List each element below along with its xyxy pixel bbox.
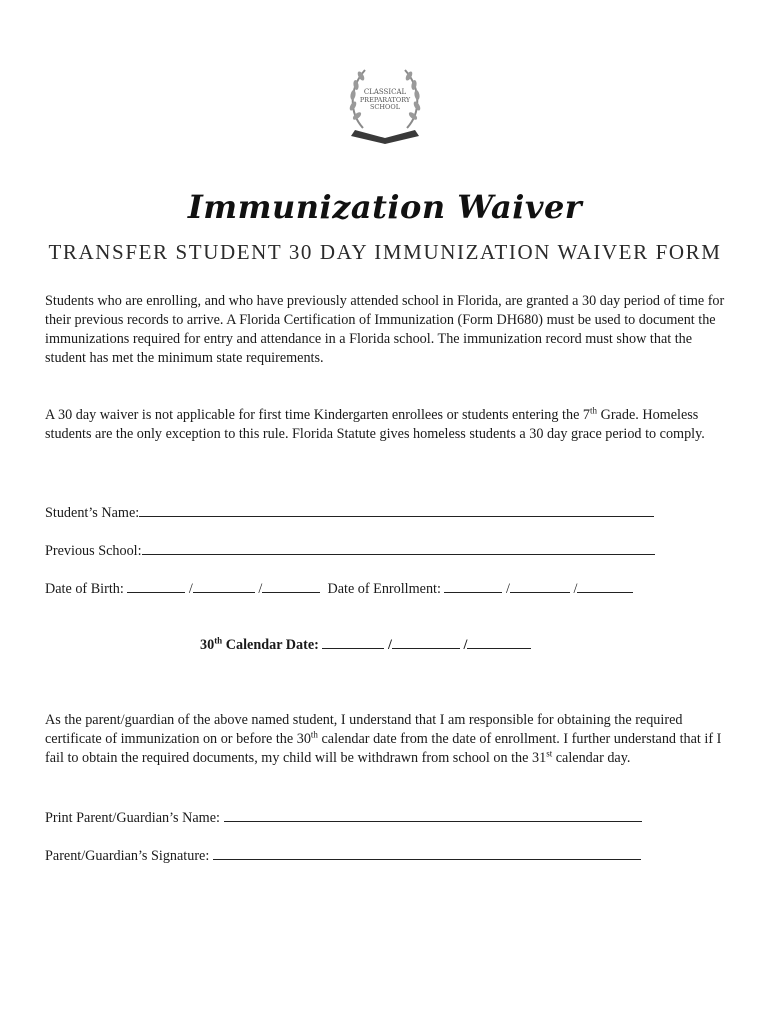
parent-acknowledgement-paragraph: As the parent/guardian of the above named student, I understand that I am responsible for obtaining the required certificate of immunization on or before the 30th calendar date from the date of enrollment. I further understand that if I fail to obtain the required documents, my child will be withdrawn from school on the 31st calendar day.: [45, 712, 722, 766]
form-subtitle: TRANSFER STUDENT 30 DAY IMMUNIZATION WAIVER FORM: [48, 240, 722, 264]
previous-school-label: Previous School:: [45, 543, 142, 559]
student-name-label: Student’s Name:: [45, 505, 140, 521]
calendar-date-row: 30th Calendar Date: / /: [200, 634, 531, 654]
print-name-row: [45, 807, 642, 828]
print-name-label: Print Parent/Guardian’s Name:: [45, 810, 220, 826]
dob-day-field[interactable]: [193, 578, 255, 593]
enrollment-date-label: Date of Enrollment:: [327, 581, 441, 597]
intro-paragraph: Students who are enrolling, and who have previously attended school in Florida, are granted a 30 day period of time for their previous records to arrive. A Florida Certification of Immunization (Form DH680) must be used to document the immunizations required for entry and attendance in a Florida school. The immunization record must show that the student has met the minimum state requirements.: [45, 293, 725, 366]
student-name-row: [45, 502, 654, 523]
enrollment-month-field[interactable]: [444, 578, 502, 593]
svg-text:PREPARATORY: PREPARATORY: [359, 96, 411, 104]
calendar-date-label: Calendar Date:: [222, 637, 319, 653]
dob-label: Date of Birth:: [45, 581, 124, 597]
waiver-exception-paragraph: A 30 day waiver is not applicable for first time Kindergarten enrollees or students entering the 7th Grade. Homeless students are the only exception to this rule. Florida Statute gives homeless students a 30 day grace period to comply.: [45, 405, 705, 442]
print-name-field[interactable]: [224, 807, 642, 822]
previous-school-field[interactable]: [142, 540, 655, 555]
calendar-day-field[interactable]: [392, 634, 460, 649]
signature-label: Parent/Guardian’s Signature:: [45, 848, 210, 864]
calendar-year-field[interactable]: [467, 634, 531, 649]
dob-month-field[interactable]: [127, 578, 185, 593]
form-title: Immunization Waiver: [187, 188, 583, 226]
student-name-field[interactable]: [139, 502, 654, 517]
dob-year-field[interactable]: [262, 578, 320, 593]
calendar-month-field[interactable]: [322, 634, 384, 649]
svg-text:SCHOOL: SCHOOL: [369, 103, 401, 111]
enrollment-year-field[interactable]: [577, 578, 633, 593]
school-seal-logo: [335, 58, 435, 158]
signature-field[interactable]: [213, 845, 641, 860]
signature-row: [45, 845, 641, 866]
enrollment-day-field[interactable]: [510, 578, 570, 593]
dates-row: Date of Birth: / / Date of Enrollment: / /: [45, 578, 633, 599]
svg-text:CLASSICAL: CLASSICAL: [363, 88, 407, 96]
previous-school-row: [45, 540, 655, 561]
